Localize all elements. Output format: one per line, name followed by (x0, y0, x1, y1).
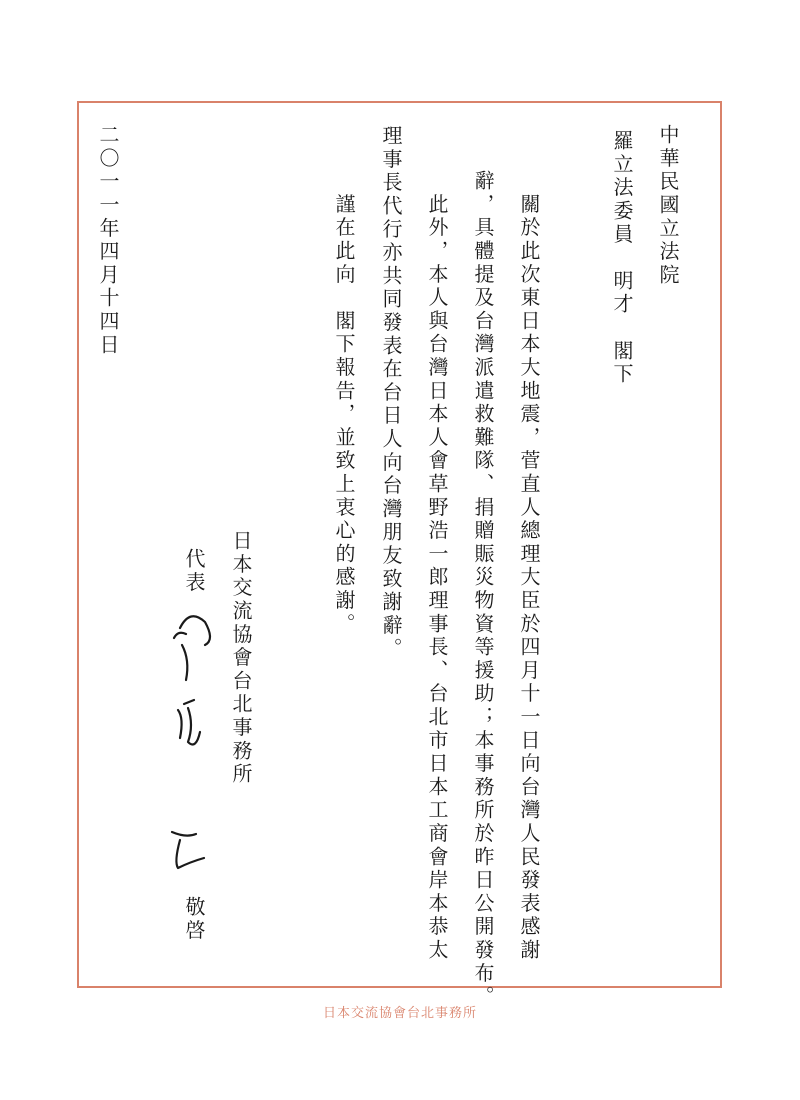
footer-organization: 日本交流協會台北事務所 (322, 1006, 477, 1021)
body-line-1: 關於此次東日本大地震，菅直人總理大臣於四月十一日向台灣人民發表感謝 (517, 170, 541, 963)
body-line-5: 謹在此向 閣下報告，並致上衷心的感謝。 (332, 170, 356, 636)
sender-organization: 日本交流協會台北事務所 (229, 530, 253, 787)
body-line-2: 辭，具體提及台灣派遣救難隊、捐贈賑災物資等援助；本事務所於昨日公開發布。 (471, 170, 495, 1009)
addressee-line-1: 中華民國立法院 (656, 124, 680, 288)
closing-text: 敬啓 (182, 896, 206, 943)
body-line-4: 理事長代行亦共同發表在台日人向台灣朋友致謝辭。 (379, 125, 403, 661)
body-line-3: 此外，本人與台灣日本人會草野浩一郎理事長、台北市日本工商會岸本恭太 (425, 170, 449, 963)
addressee-line-2: 羅立法委員 明才 閣下 (610, 130, 634, 387)
sender-title: 代表 (182, 548, 206, 595)
handwritten-signature (150, 600, 230, 920)
letter-date: 二〇一一年四月十四日 (96, 124, 120, 357)
